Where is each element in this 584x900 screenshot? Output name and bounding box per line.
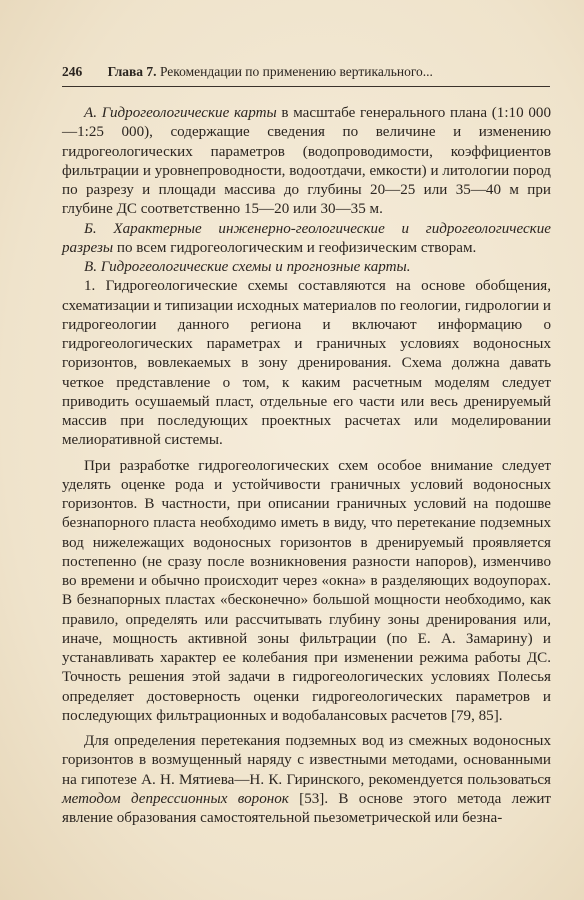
paragraph-a-text: в масштабе генерального плана (1:10 000—1:25 000), содержащие сведения по величине и изменению гидрогеологических параметров (водопроводимости, коэффициентов фильтрации и уровнепроводности, водоотдачи, емкости) и литологии пород по разрезу и площади массива до глубины 20—25 или 35—40 м при глубине ДС соответственно 15—20 или 30—35 м. <box>62 105 551 218</box>
paragraph-c <box>62 258 551 277</box>
paragraph-a-lead: А. Гидрогеологические карты <box>84 105 277 121</box>
paragraph-leakage-method <box>62 732 551 828</box>
paragraph-b <box>62 220 551 259</box>
page-number: 246 <box>62 64 83 79</box>
page-body <box>62 104 551 828</box>
paragraph-a <box>62 104 551 220</box>
paragraph-leakage-text-a: Для определения перетекания подземных вод из смежных водоносных горизонтов в возмущенный наряду с известными методами, основанными на гипотезе А. Н. Мятиева—Н. К. Гиринского, рекомендуется пользоваться <box>62 733 551 788</box>
paragraph-1: 1. Гидрогеологические схемы составляются на основе обобщения, схематизации и типизации исходных материалов по геологии, гидрологии и гидрогеологии данного региона и включают информацию о гидрогеологических параметрах и граничных условиях водоносных горизонтов, вовлекаемых в зону дренирования. Схема должна давать четкое представление о том, к каким расчетным моделям следует приводить осушаемый пласт, отдельные его части или весь дренируемый массив при последующих проектных расчетах или моделировании мелиоративной системы. <box>62 278 551 449</box>
chapter-label: Глава 7. <box>107 64 157 79</box>
paragraph-b-lead: Б. Характерные инженерно-геологические и гидрогеологические разрезы <box>62 220 551 256</box>
paragraph-boundary-conditions: При разработке гидрогеологических схем особое внимание следует уделять оценке рода и устойчивости граничных условий водоносных горизонтов. В частности, при описании граничных условий на подошве безнапорного пласта необходимо иметь в виду, что перетекание подземных вод нижележащих водоносных горизонтов в дренируемый проявляется постепенно (не сразу после возникновения разности напоров), изменчиво во времени и обычно происходит через «окна» в разделяющих водоупорах. В безнапорных пластах «бесконечно» большой мощности необходимо, как правило, определять или рассчитывать глубину зоны дренирования или, иначе, мощность активной зоны фильтрации (по Е. А. Замарину) и устанавливать характер ее колебания при изменении режима работы ДС. Точность решения этой задачи в гидрогеологических условиях Полесья определяет достоверность оценки гидрогеологических параметров и последующих фильтрационных и водобалансовых расчетов [79, 85]. <box>62 457 551 724</box>
header-rule <box>62 86 550 87</box>
running-header <box>62 64 548 80</box>
paragraph-leakage-text-b: [53]. В основе этого метода лежит явление образования самостоятельной пьезометрической или безна- <box>62 790 551 826</box>
paragraph-b-text: по всем гидрогеологическим и геофизическим створам. <box>113 239 477 256</box>
paragraph-c-lead: В. Гидрогеологические схемы и прогнозные карты. <box>84 259 411 275</box>
method-name: методом депрессионных воронок <box>62 790 289 807</box>
running-title: Рекомендации по применению вертикального... <box>159 64 433 79</box>
